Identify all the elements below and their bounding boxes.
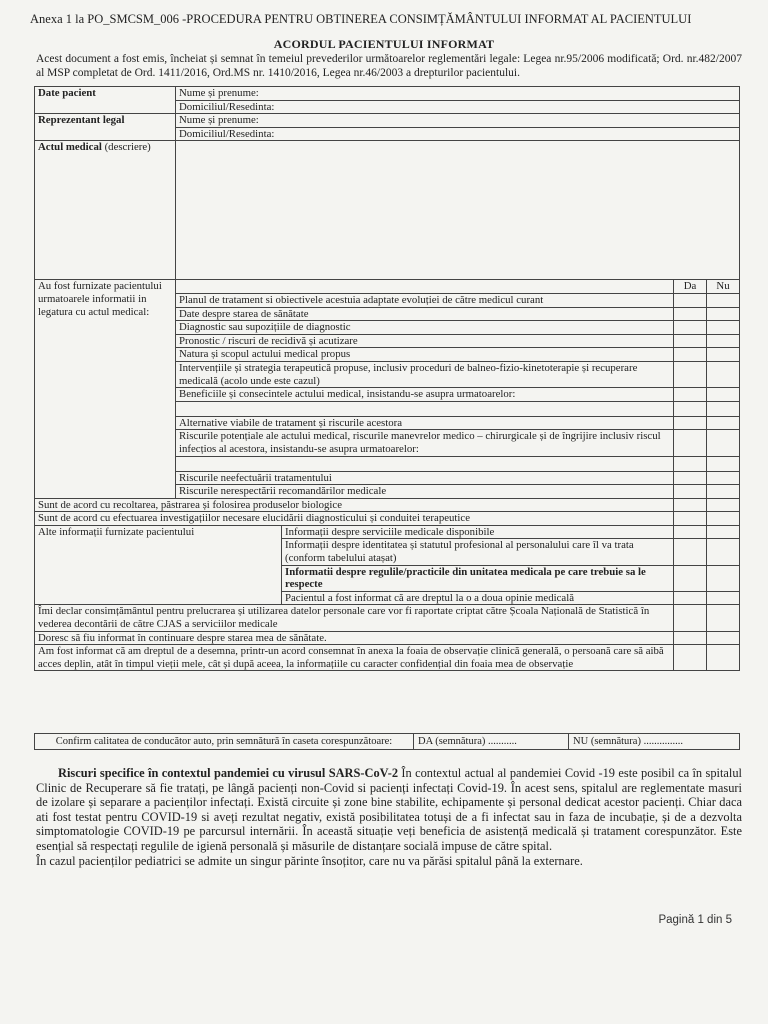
checkbox-nu[interactable] [707,525,740,539]
info-item-text: Riscurile nerespectării recomandărilor medicale [176,485,674,499]
info-item-text: Date despre starea de sănătate [176,307,674,321]
checkbox-da[interactable] [674,525,707,539]
checkbox-da[interactable] [674,539,707,565]
info-item-text: Beneficiile și consecintele actului medical, insistandu-se asupra urmatoarelor: [176,388,674,402]
covid-risk-body: În contextul actual al pandemiei Covid -19 este posibil ca în spitalul Clinic de Recuperare să fie tratați, pe lângă pacienți non-Covid si pacienți infectați Covid-19. În acest sens, spitalul are reglementate masuri de izolare și separare a pacienților infectați. Există circuite și zone bine stabilite, echipamente și personal dedicat acestor pacienți. Chiar daca ati fost testat pentru COVID-19 si aveți rezultat negativ, există posibilitatea totuși de a fi infectat sau in faza de incubație, și de a dezvolta simptomatologie COVID-19 pe parcursul internării. În această situație veți beneficia de asistență medicală și tratament corespunzător. Este esențial să respectați regulile de igienă personală și măsurile de distanțare socială impuse de către spital. [36,766,742,853]
page-number: Pagină 1 din 5 [658,914,732,926]
agree-row [35,498,740,512]
rep-label: Reprezentant legal [35,114,176,141]
checkbox-nu[interactable] [707,631,740,645]
checkbox-da[interactable] [674,456,707,471]
other-info-item: Informații despre identitatea și statutul profesional al personalului care îl va trata (conform tabelului atașat) [282,539,674,565]
checkbox-nu[interactable] [707,645,740,671]
annex-header: Anexa 1 la PO_SMCSM_006 -PROCEDURA PENTRU OBTINEREA CONSIMȚĂMÂNTULUI INFORMAT AL PACIENTULUI [30,12,692,26]
checkbox-da[interactable] [674,485,707,499]
consent-row [35,645,740,671]
medical-act-row [35,141,740,280]
checkbox-nu[interactable] [707,416,740,430]
info-item-text: Riscurile potențiale ale actului medical, riscurile manevrelor medico – chirurgicale și de îngrijire inclusiv riscul infecțios al acestora, insistandu-se asupra urmatoarelor: [176,430,674,456]
legal-intro: Acest document a fost emis, încheiat și semnat în temeiul prevederilor următoarelor reglementări legale: Legea nr.95/2006 modificată; Ord. nr.482/2007 al MSP completat de Ord. 1411/2016, Ord.MS nr. 1410/2016, Legea nr.46/2003 a drepturilor pacientului. [36,53,742,79]
checkbox-da[interactable] [674,348,707,362]
other-info-item: Pacientul a fost informat că are dreptul la o a doua opinie medicală [282,591,674,605]
other-info-item: Informații despre serviciile medicale disponibile [282,525,674,539]
checkbox-nu[interactable] [707,307,740,321]
checkbox-da[interactable] [674,388,707,402]
info-item-text: Intervențiile și strategia terapeutică propuse, inclusiv proceduri de balneo-fizio-kinetoterapie și recuperare medicală (acolo unde este cazul) [176,361,674,387]
patient-name-field[interactable]: Nume și prenume: [176,87,740,101]
other-info-row [35,525,740,539]
medical-act-label [35,141,176,280]
covid-risk-section [36,766,742,868]
medical-act-description[interactable] [176,141,740,280]
checkbox-da[interactable] [674,645,707,671]
checkbox-da[interactable] [674,498,707,512]
checkbox-nu[interactable] [707,512,740,526]
col-da: Da [674,280,707,294]
checkbox-da[interactable] [674,605,707,631]
agree-investigations-text: Sunt de acord cu efectuarea investigațiilor necesare elucidării diagnosticului și conduitei terapeutice [35,512,674,526]
checkbox-da[interactable] [674,416,707,430]
checkbox-nu[interactable] [707,321,740,335]
other-info-item: Informatii despre regulile/practicile din unitatea medicala pe care trebuie sa le respecte [282,565,674,591]
act-label-hint: (descriere) [101,141,151,154]
checkbox-nu[interactable] [707,539,740,565]
driver-nu-signature[interactable]: NU (semnătura) ............... [569,734,740,750]
checkbox-da[interactable] [674,293,707,307]
checkbox-nu[interactable] [707,334,740,348]
other-info-label: Alte informații furnizate pacientului [35,525,282,605]
pediatric-note: În cazul pacienților pediatrici se admite un singur părinte însoțitor, care nu va părăsi spitalul până la externare. [36,853,583,868]
checkbox-da[interactable] [674,307,707,321]
checkbox-nu[interactable] [707,401,740,416]
info-item-text: Planul de tratament si obiectivele acestuia adaptate evoluției de către medicul curant [176,293,674,307]
checkbox-nu[interactable] [707,485,740,499]
checkbox-nu[interactable] [707,605,740,631]
checkbox-nu[interactable] [707,293,740,307]
consent-row [35,605,740,631]
checkbox-da[interactable] [674,512,707,526]
driver-confirm-row [35,734,740,750]
rep-row-name [35,114,740,128]
checkbox-nu[interactable] [707,591,740,605]
checkbox-nu[interactable] [707,388,740,402]
col-nu: Nu [707,280,740,294]
driver-confirm-text: Confirm calitatea de conducător auto, prin semnătură în caseta corespunzătoare: [35,734,414,750]
checkbox-da[interactable] [674,401,707,416]
info-header-row [35,280,740,294]
rep-name-field[interactable]: Nume și prenume: [176,114,740,128]
patient-row-name [35,87,740,101]
checkbox-da[interactable] [674,430,707,456]
covid-risk-title: Riscuri specifice în contextul pandemiei cu virusul SARS-CoV-2 [58,766,399,780]
consent-designate-text: Am fost informat că am dreptul de a desemna, printr-un acord consemnat în anexa la foaia de observație clinică generală, o persoană care să aibă acces deplin, atât în timpul vieții mele, cât și după aceea, la informațiile cu caracter confidențial din foaia mea de observație [35,645,674,671]
consent-informed-text: Doresc să fiu informat în continuare despre starea mea de sănătate. [35,631,674,645]
rep-address-field[interactable]: Domiciliul/Resedinta: [176,127,740,141]
agree-row [35,512,740,526]
checkbox-nu[interactable] [707,471,740,485]
driver-da-signature[interactable]: DA (semnătura) ........... [414,734,569,750]
checkbox-nu[interactable] [707,361,740,387]
agree-biological-text: Sunt de acord cu recoltarea, păstrarea și folosirea produselor biologice [35,498,674,512]
document-title: ACORDUL PACIENTULUI INFORMAT [273,37,495,51]
act-label-bold: Actul medical [38,141,102,154]
info-label: Au fost furnizate pacientului urmatoarele informatii in legatura cu actul medical: [35,280,176,498]
checkbox-da[interactable] [674,631,707,645]
driver-confirm-table [34,733,740,750]
checkbox-nu[interactable] [707,430,740,456]
info-item-text: Diagnostic sau supozițiile de diagnostic [176,321,674,335]
info-item-text: Alternative viabile de tratament și riscurile acestora [176,416,674,430]
checkbox-da[interactable] [674,471,707,485]
info-item-text: Pronostic / riscuri de recidivă și acutizare [176,334,674,348]
checkbox-da[interactable] [674,361,707,387]
consent-table [34,86,740,671]
checkbox-da[interactable] [674,591,707,605]
info-blank-line[interactable] [176,401,674,416]
checkbox-da[interactable] [674,565,707,591]
info-item-text: Riscurile neefectuării tratamentului [176,471,674,485]
patient-address-field[interactable]: Domiciliul/Resedinta: [176,100,740,114]
checkbox-da[interactable] [674,334,707,348]
checkbox-da[interactable] [674,321,707,335]
info-blank-line[interactable] [176,456,674,471]
info-item-text: Natura și scopul actului medical propus [176,348,674,362]
checkbox-nu[interactable] [707,498,740,512]
consent-data-text: Îmi declar consimțământul pentru prelucrarea și utilizarea datelor personale care vor fi raportate criptat către Școala Națională de Statistică în vederea decontării de către CJAS a serviciilor medicale [35,605,674,631]
patient-label: Date pacient [35,87,176,114]
checkbox-nu[interactable] [707,348,740,362]
checkbox-nu[interactable] [707,456,740,471]
info-header-blank [176,280,674,294]
consent-row [35,631,740,645]
checkbox-nu[interactable] [707,565,740,591]
